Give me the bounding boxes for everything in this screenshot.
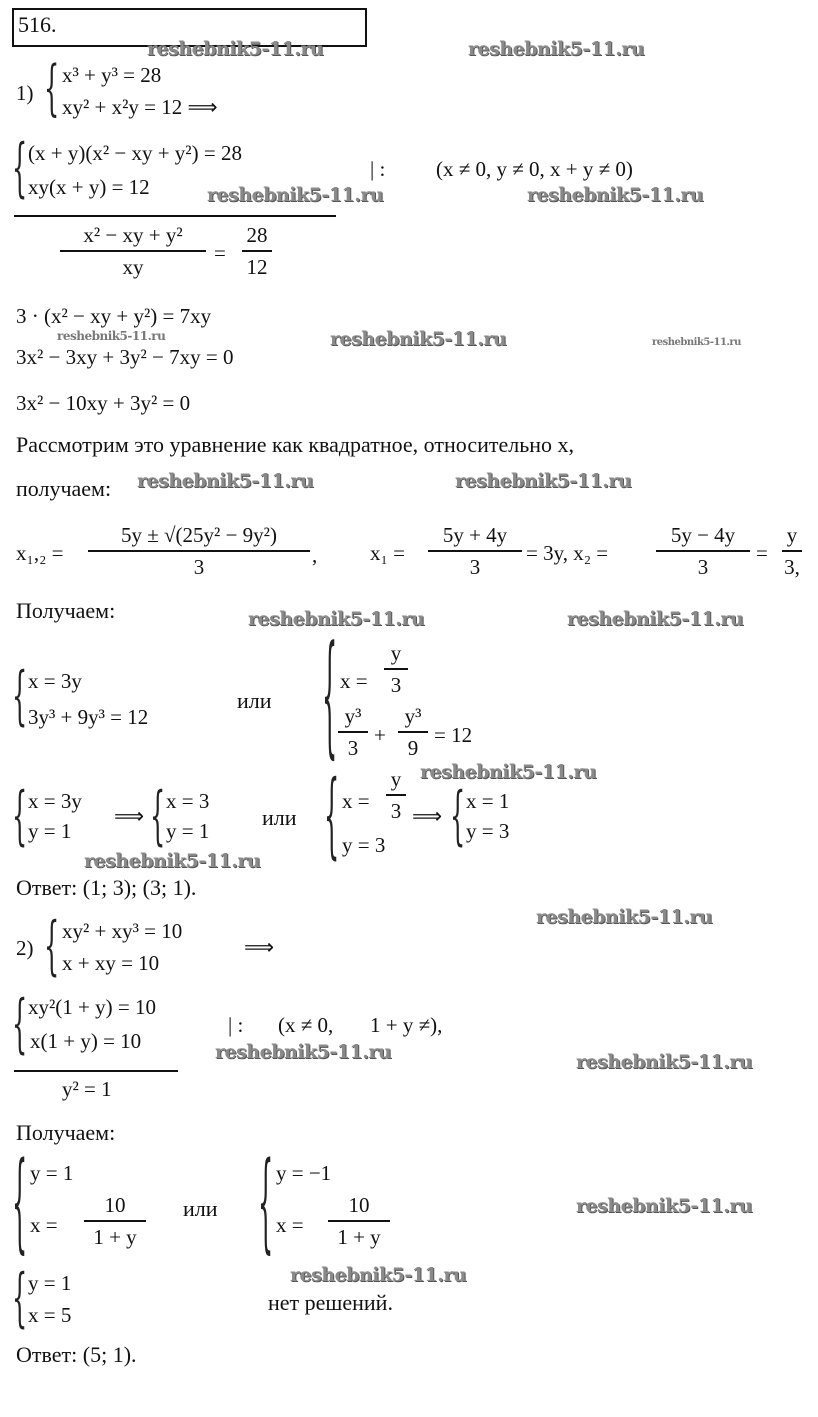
equals: = <box>214 241 226 265</box>
text: Получаем: <box>16 1120 116 1145</box>
numerator: 5y + 4y <box>442 523 508 547</box>
brace-icon: { <box>150 779 166 855</box>
equals: = <box>756 541 768 565</box>
brace-icon: { <box>258 1141 274 1268</box>
numerator: x² − xy + y² <box>83 223 183 247</box>
equation: x = <box>30 1213 58 1237</box>
watermark: reshebnik5-11.ru <box>420 761 597 783</box>
denominator: 3 <box>347 735 359 760</box>
answer: Ответ: (5; 1). <box>16 1342 137 1367</box>
equation: x = <box>342 789 370 813</box>
equation-label: x₁ = <box>370 541 405 565</box>
equation: y² = 1 <box>62 1077 112 1101</box>
fraction <box>242 222 272 280</box>
division-line <box>14 1070 178 1072</box>
equation: xy²(1 + y) = 10 <box>28 995 156 1019</box>
equation: x(1 + y) = 10 <box>30 1029 142 1053</box>
denominator: 3 <box>390 798 402 823</box>
equation: x = 3y <box>28 789 82 813</box>
fraction <box>384 640 408 698</box>
fraction <box>88 522 310 580</box>
denominator: 3 <box>193 554 205 579</box>
brace-icon: { <box>44 54 60 124</box>
fraction <box>328 1192 390 1250</box>
fraction <box>386 766 406 824</box>
equation: y = 3 <box>466 819 510 843</box>
numerator: y <box>390 641 402 665</box>
plus: + <box>374 723 386 747</box>
denominator: xy <box>122 254 144 279</box>
watermark: reshebnik5-11.ru <box>248 608 425 630</box>
equation-label: x₁,₂ = <box>16 541 64 565</box>
brace-icon: { <box>44 909 60 985</box>
watermark: reshebnik5-11.ru <box>468 38 645 60</box>
part2-label: 2) <box>16 936 34 960</box>
equation: y = −1 <box>276 1161 332 1185</box>
implies-arrow: ⟹ <box>114 804 145 828</box>
brace-icon: { <box>450 779 466 855</box>
divide-sign: | : <box>228 1013 244 1037</box>
brace-icon: { <box>12 131 28 207</box>
equation: x = 3 <box>166 789 210 813</box>
denominator: 1 + y <box>337 1224 381 1249</box>
brace-icon: { <box>322 620 338 775</box>
divide-sign: | : <box>370 157 386 181</box>
equation: x + xy = 10 <box>62 951 160 975</box>
implies-arrow: ⟹ <box>244 935 275 959</box>
equation: y = 1 <box>30 1161 74 1185</box>
numerator: y³ <box>404 704 422 728</box>
fraction <box>84 1192 146 1250</box>
brace-icon: { <box>12 779 28 855</box>
condition: (x ≠ 0, 1 + y ≠), <box>278 1013 443 1037</box>
fraction <box>398 703 428 761</box>
watermark: reshebnik5-11.ru <box>207 184 384 206</box>
watermark: reshebnik5-11.ru <box>330 328 507 350</box>
brace-icon: { <box>12 1261 28 1337</box>
denominator: 9 <box>407 735 419 760</box>
comma: , <box>312 543 318 567</box>
equation: y = 3 <box>342 833 386 857</box>
division-line <box>14 215 336 217</box>
or-text: или <box>183 1196 218 1221</box>
or-text: или <box>262 805 297 830</box>
equation: 3x² − 10xy + 3y² = 0 <box>16 391 191 415</box>
equation: x = 3y <box>28 669 82 693</box>
numerator: y <box>786 523 798 547</box>
equation: (x + y)(x² − xy + y²) = 28 <box>28 141 242 165</box>
equation: x³ + y³ = 28 <box>62 63 162 87</box>
equation: y = 1 <box>166 819 210 843</box>
implies-arrow: ⟹ <box>412 804 443 828</box>
watermark: reshebnik5-11.ru <box>536 906 713 928</box>
brace-icon: { <box>324 762 340 872</box>
part1-label: 1) <box>16 81 34 105</box>
condition: (x ≠ 0, y ≠ 0, x + y ≠ 0) <box>436 157 633 181</box>
denominator: 12 <box>246 254 268 279</box>
answer: Ответ: (1; 3); (3; 1). <box>16 875 197 900</box>
watermark: reshebnik5-11.ru <box>576 1051 753 1073</box>
numerator: 5y − 4y <box>670 523 736 547</box>
watermark: reshebnik5-11.ru <box>290 1264 467 1286</box>
text: Рассмотрим это уравнение как квадратное, относительно x, <box>16 432 575 457</box>
problem-number: 516. <box>18 12 57 37</box>
denominator: 3 <box>390 672 402 697</box>
watermark: reshebnik5-11.ru <box>576 1195 753 1217</box>
watermark: reshebnik5-11.ru <box>137 470 314 492</box>
equation: x = 5 <box>28 1303 72 1327</box>
numerator: 28 <box>246 223 268 247</box>
watermark: reshebnik5-11.ru <box>215 1041 392 1063</box>
equation: xy(x + y) = 12 <box>28 175 150 199</box>
equation: x = <box>276 1213 304 1237</box>
brace-icon: { <box>12 1141 28 1268</box>
fraction <box>338 703 368 761</box>
brace-icon: { <box>12 659 28 735</box>
brace-icon: { <box>12 987 28 1063</box>
numerator: y <box>390 767 402 791</box>
equation: xy² + x²y = 12 ⟹ <box>62 95 218 119</box>
watermark: reshebnik5-11.ru <box>527 184 704 206</box>
fraction <box>782 522 802 580</box>
no-solutions-text: нет решений. <box>268 1290 393 1315</box>
equation: = 12 <box>434 723 473 747</box>
equation: y = 1 <box>28 819 72 843</box>
equation: = 3y, x₂ = <box>526 541 609 565</box>
text: Получаем: <box>16 598 116 623</box>
watermark: reshebnik5-11.ru <box>455 470 632 492</box>
equation: x = <box>340 669 368 693</box>
numerator: 10 <box>348 1193 370 1217</box>
fraction <box>60 222 206 280</box>
equation: 3x² − 3xy + 3y² − 7xy = 0 <box>16 345 234 369</box>
denominator: 3, <box>784 554 800 579</box>
denominator: 3 <box>469 554 481 579</box>
watermark: reshebnik5-11.ru <box>567 608 744 630</box>
denominator: 3 <box>697 554 709 579</box>
fraction <box>428 522 522 580</box>
numerator: 10 <box>104 1193 126 1217</box>
or-text: или <box>237 688 272 713</box>
numerator: 5y ± √(25y² − 9y²) <box>121 523 277 547</box>
watermark: reshebnik5-11.ru <box>57 329 166 343</box>
equation: 3y³ + 9y³ = 12 <box>28 705 149 729</box>
equation: x = 1 <box>466 789 510 813</box>
denominator: 1 + y <box>93 1224 137 1249</box>
fraction <box>656 522 750 580</box>
watermark: reshebnik5-11.ru <box>84 850 261 872</box>
equation: y = 1 <box>28 1271 72 1295</box>
watermark: reshebnik5-11.ru <box>652 337 741 348</box>
equation: xy² + xy³ = 10 <box>62 919 183 943</box>
equation: 3 · (x² − xy + y²) = 7xy <box>16 304 212 328</box>
watermark: reshebnik5-11.ru <box>147 38 324 60</box>
text: получаем: <box>16 476 112 501</box>
numerator: y³ <box>344 704 362 728</box>
